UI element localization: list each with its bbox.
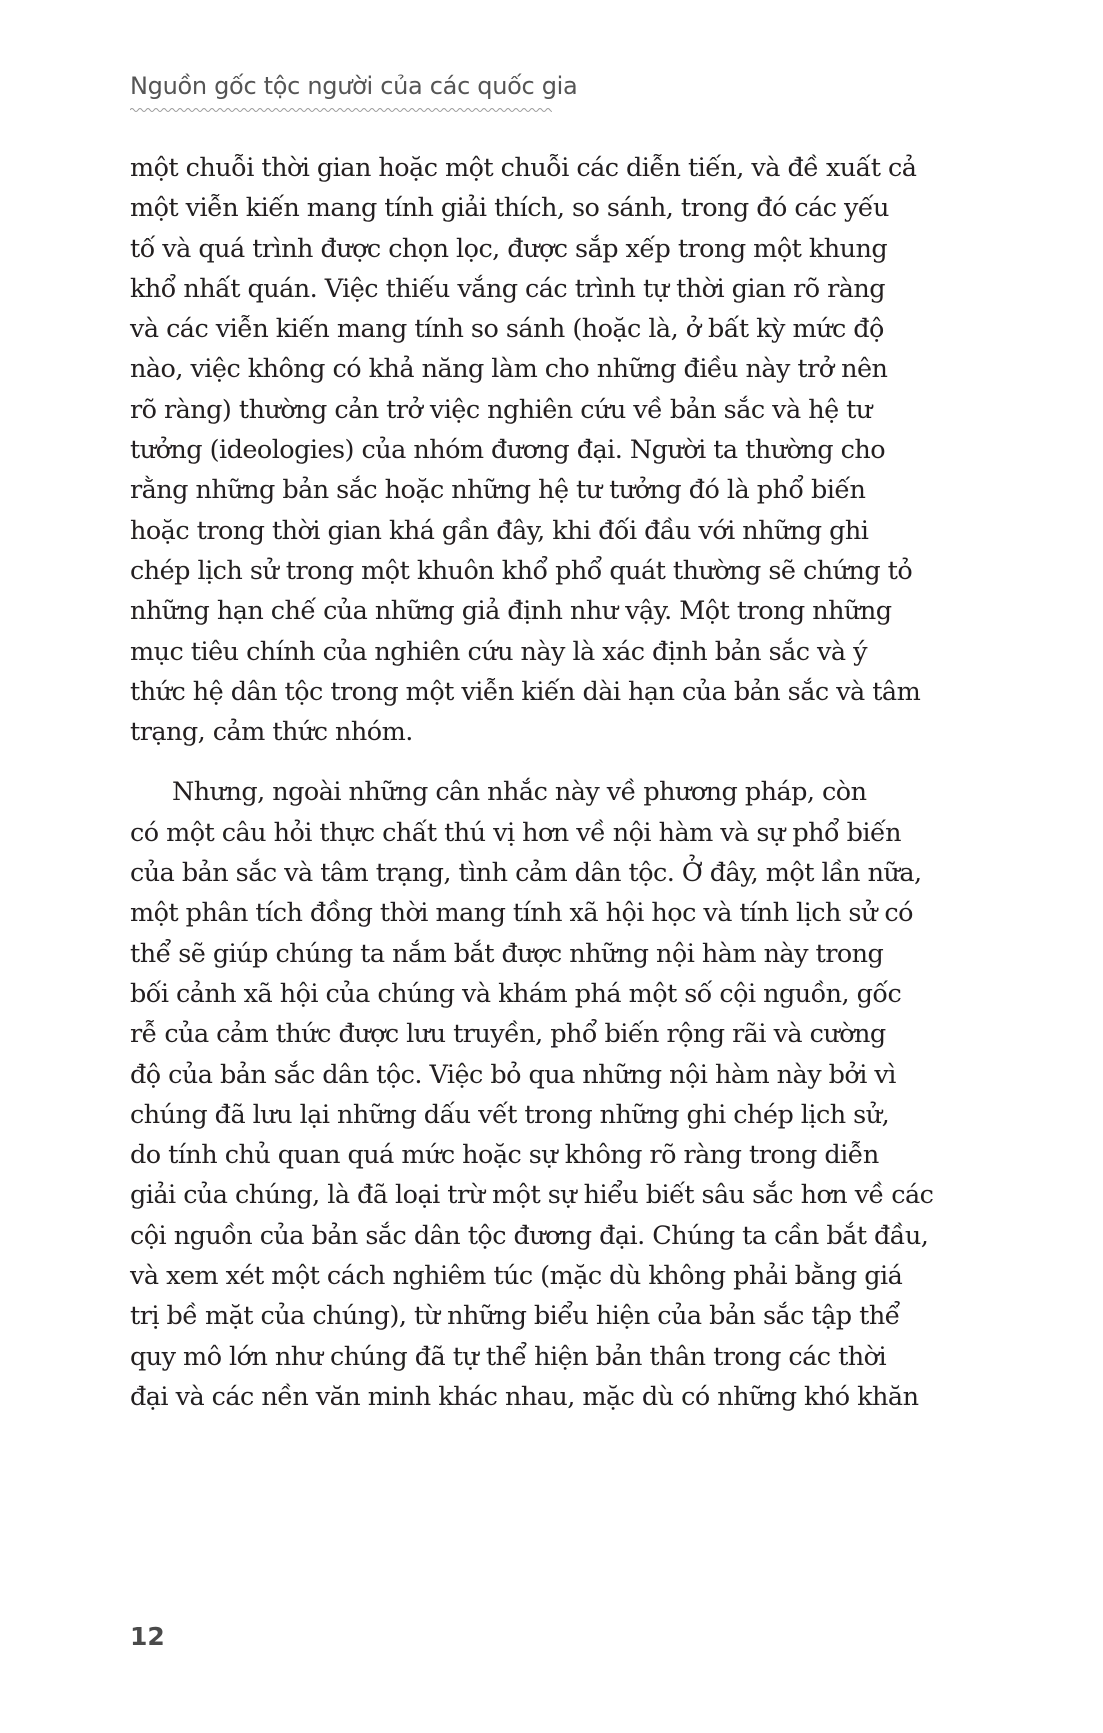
- running-header-title: Nguồn gốc tộc người của các quốc gia: [130, 72, 578, 100]
- text-line: rằng những bản sắc hoặc những hệ tư tưởng đó là phổ biến: [130, 475, 866, 506]
- text-line: và các viễn kiến mang tính so sánh (hoặc là, ở bất kỳ mức độ: [130, 314, 884, 345]
- text-line: cội nguồn của bản sắc dân tộc đương đại. Chúng ta cần bắt đầu,: [130, 1220, 929, 1251]
- text-line: nào, việc không có khả năng làm cho những điều này trở nên: [130, 354, 888, 385]
- text-line: rõ ràng) thường cản trở việc nghiên cứu về bản sắc và hệ tư: [130, 394, 872, 425]
- page-number: 12: [130, 1622, 165, 1651]
- text-line: chúng đã lưu lại những dấu vết trong những ghi chép lịch sử,: [130, 1099, 890, 1130]
- paragraph-spacer: [130, 752, 856, 772]
- text-line: bối cảnh xã hội của chúng và khám phá một số cội nguồn, gốc: [130, 978, 902, 1009]
- body-text: [130, 148, 934, 1417]
- text-line: mục tiêu chính của nghiên cứu này là xác định bản sắc và ý: [130, 636, 867, 667]
- text-line: rễ của cảm thức được lưu truyền, phổ biến rộng rãi và cường: [130, 1019, 886, 1050]
- text-line: tưởng (ideologies) của nhóm đương đại. Người ta thường cho: [130, 435, 885, 466]
- text-line: trạng, cảm thức nhóm.: [130, 717, 413, 748]
- text-line: hoặc trong thời gian khá gần đây, khi đối đầu với những ghi: [130, 515, 869, 546]
- text-line: một phân tích đồng thời mang tính xã hội học và tính lịch sử có: [130, 898, 913, 929]
- text-line: trị bề mặt của chúng), từ những biểu hiện của bản sắc tập thể: [130, 1301, 900, 1332]
- text-line: độ của bản sắc dân tộc. Việc bỏ qua những nội hàm này bởi vì: [130, 1059, 896, 1090]
- text-line: có một câu hỏi thực chất thú vị hơn về nội hàm và sự phổ biến: [130, 817, 901, 848]
- text-line: quy mô lớn như chúng đã tự thể hiện bản thân trong các thời: [130, 1341, 887, 1372]
- text-line: của bản sắc và tâm trạng, tình cảm dân tộc. Ở đây, một lần nữa,: [130, 858, 922, 889]
- text-line: thể sẽ giúp chúng ta nắm bắt được những nội hàm này trong: [130, 938, 884, 969]
- text-line: chép lịch sử trong một khuôn khổ phổ quát thường sẽ chứng tỏ: [130, 555, 913, 586]
- paragraph-2: [130, 772, 934, 1417]
- text-line: tố và quá trình được chọn lọc, được sắp xếp trong một khung: [130, 233, 888, 264]
- header-wavy-underline: [130, 106, 552, 114]
- text-line: một chuỗi thời gian hoặc một chuỗi các diễn tiến, và đề xuất cả: [130, 153, 917, 183]
- text-line: một viễn kiến mang tính giải thích, so sánh, trong đó các yếu: [130, 193, 889, 224]
- text-line: và xem xét một cách nghiêm túc (mặc dù không phải bằng giá: [130, 1261, 903, 1292]
- text-line: giải của chúng, là đã loại trừ một sự hiểu biết sâu sắc hơn về các: [130, 1180, 934, 1211]
- text-line: Nhưng, ngoài những cân nhắc này về phương pháp, còn: [172, 777, 867, 808]
- paragraph-1: [130, 148, 921, 752]
- text-line: đại và các nền văn minh khác nhau, mặc dù có những khó khăn: [130, 1381, 919, 1412]
- text-line: do tính chủ quan quá mức hoặc sự không rõ ràng trong diễn: [130, 1140, 879, 1171]
- text-line: khổ nhất quán. Việc thiếu vắng các trình tự thời gian rõ ràng: [130, 273, 886, 304]
- text-line: những hạn chế của những giả định như vậy. Một trong những: [130, 596, 892, 627]
- text-line: thức hệ dân tộc trong một viễn kiến dài hạn của bản sắc và tâm: [130, 676, 921, 707]
